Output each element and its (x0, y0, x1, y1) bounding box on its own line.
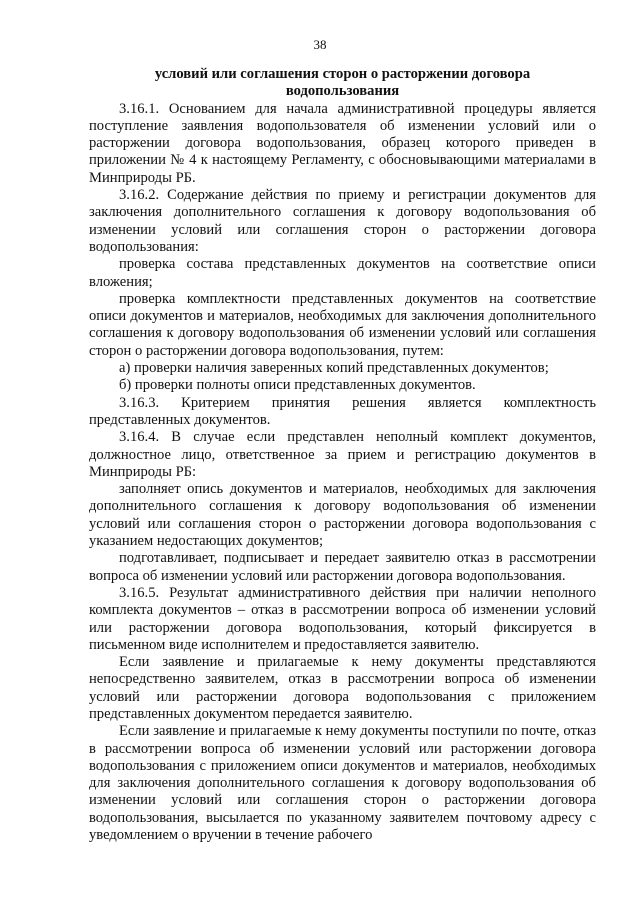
paragraph-3-16-2: 3.16.2. Содержание действия по приему и регистрации документов для заключения дополнительного соглашения к договору водопользования об изменении условий или соглашения сторон о расторжении договора водопользования: (89, 187, 596, 255)
paragraph-3-16-5: 3.16.5. Результат административного действия при наличии неполного комплекта документов – отказ в рассмотрении вопроса об изменении условий или расторжении договора водопользования, который фиксируется в письменном виде исполнителем и предоставляется заявителю. (89, 584, 596, 653)
paragraph-prepares-refusal: подготавливает, подписывает и передает заявителю отказ в рассмотрении вопроса об изменении условий или расторжении договора водопользования. (89, 550, 596, 584)
page-number: 38 (313, 37, 327, 52)
paragraph-submitted-by-mail: Если заявление и прилагаемые к нему документы поступили по почте, отказ в рассмотрении вопроса об изменении условий или расторжении договора водопользования с приложением описи документов и материалов, необходимых для заключения дополнительного соглашения к договору водопользования об изменении условий или соглашения сторон о расторжении договора водопользования, высылается по указанному заявителем почтовому адресу с уведомлением о вручении в течение рабочего (89, 723, 596, 844)
paragraph-submitted-directly: Если заявление и прилагаемые к нему документы представляются непосредственно заявителем, отказ в рассмотрении вопроса об изменении условий или расторжении договора водопользования с приложением представленных документом передается заявителю. (89, 654, 596, 722)
document-body (89, 66, 596, 844)
paragraph-check-inventory: проверка состава представленных документов на соответствие описи вложения; (89, 256, 596, 290)
paragraph-check-completeness: проверка комплектности представленных документов на соответствие описи документов и материалов, необходимых для заключения дополнительного соглашения к договору водопользования об изменении условий или соглашения сторон о расторжении договора водопользования, путем: (89, 290, 596, 359)
paragraph-item-b: б) проверки полноты описи представленных документов. (119, 377, 476, 394)
paragraph-item-a: а) проверки наличия заверенных копий представленных документов; (119, 360, 549, 377)
paragraph-3-16-3: 3.16.3. Критерием принятия решения является комплектность представленных документов. (89, 394, 596, 428)
paragraph-3-16-1: 3.16.1. Основанием для начала административной процедуры является поступление заявления водопользователя об изменении условий или о расторжении договора водопользования, образец которого приведен в приложении № 4 к настоящему Регламенту, с обосновывающими материалами в Минприроды РБ. (89, 100, 596, 186)
paragraph-3-16-4: 3.16.4. В случае если представлен неполный комплект документов, должностное лицо, ответственное за прием и регистрацию документов в Минприроды РБ: (89, 429, 596, 480)
paragraph-fills-inventory: заполняет опись документов и материалов, необходимых для заключения дополнительного соглашения к договору водопользования об изменении условий или соглашения сторон о расторжении договора водопользования с указанием недостающих документов; (89, 481, 596, 550)
section-heading: условий или соглашения сторон о расторжении договора водопользования (154, 66, 531, 100)
